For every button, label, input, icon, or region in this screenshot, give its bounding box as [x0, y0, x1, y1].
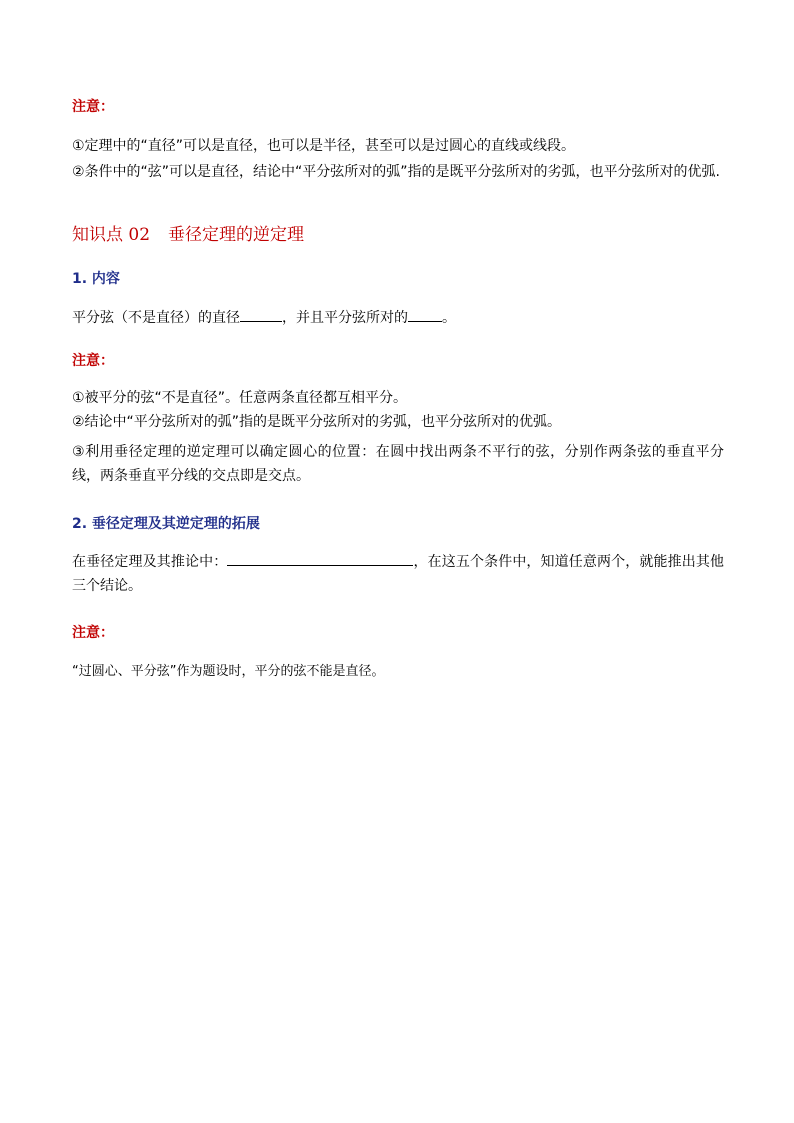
note-2-line-3: ③利用垂径定理的逆定理可以确定圆心的位置：在圆中找出两条不平行的弦，分别作两条弦的垂直平分线，两条垂直平分线的交点即是交点。 — [72, 444, 724, 484]
answer-blank-3[interactable] — [227, 551, 413, 566]
extension-sentence-end: ，在这五个条件中，知道任意两个，就能推出其他三个结论。 — [72, 554, 725, 594]
note-1-line-2: ②条件中的“弦”可以是直径，结论中“平分弦所对的弧”指的是既平分弦所对的劣弧，也平分弦所对的优弧. — [72, 164, 721, 180]
note-label-2: 注意： — [72, 353, 114, 369]
note-1-line-1: ①定理中的“直径”可以是直径，也可以是半径，甚至可以是过圆心的直线或线段。 — [72, 138, 576, 154]
answer-blank-1[interactable] — [240, 307, 282, 322]
note-2-line-1: ①被平分的弦“不是直径”。任意两条直径都互相平分。 — [72, 390, 408, 406]
section-number: 知识点 02 — [72, 225, 151, 245]
extension-sentence-start: 在垂径定理及其推论中： — [72, 554, 228, 570]
note-label-3: 注意： — [72, 625, 114, 641]
note-label-1: 注意： — [72, 99, 114, 115]
section-name: 垂径定理的逆定理 — [168, 225, 305, 245]
extension-heading: 2. 垂径定理及其逆定理的拓展 — [72, 516, 260, 532]
content-sentence — [72, 306, 456, 330]
content-heading: 1. 内容 — [72, 271, 120, 287]
section-title — [72, 220, 304, 245]
note-2-line-2: ②结论中“平分弦所对的弧”指的是既平分弦所对的劣弧，也平分弦所对的优弧。 — [72, 414, 562, 430]
note-3-line-1: “过圆心、平分弦”作为题设时，平分的弦不能是直径。 — [72, 664, 385, 679]
content-sentence-end: 。 — [442, 310, 456, 326]
content-sentence-start: 平分弦（不是直径）的直径 — [72, 310, 240, 326]
extension-sentence — [72, 550, 724, 598]
content-sentence-middle: ，并且平分弦所对的 — [282, 310, 408, 326]
answer-blank-2[interactable] — [408, 307, 442, 322]
